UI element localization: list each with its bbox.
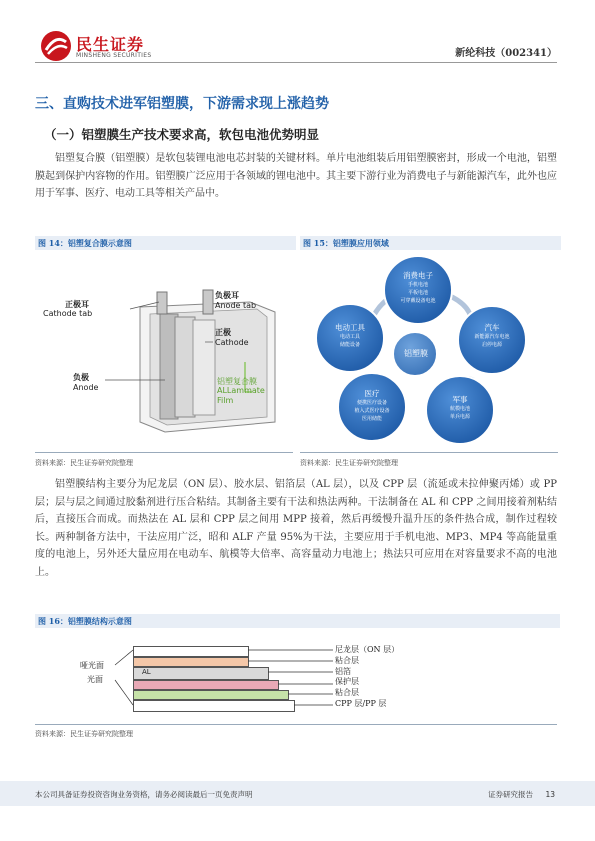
- layer-label: 粘合层: [335, 688, 359, 698]
- node-item: 手机电池: [407, 282, 428, 288]
- fig15-center: 铝塑膜: [404, 349, 428, 358]
- brand-logo: [40, 30, 72, 62]
- logo-icon: [40, 30, 72, 62]
- figure-14-rule: [35, 452, 293, 453]
- layer-label: CPP 层/PP 层: [335, 698, 387, 708]
- anode-cn: 负极: [73, 373, 89, 382]
- header-divider: [35, 62, 557, 63]
- brand-name-en: MINSHENG SECURITIES: [76, 52, 152, 59]
- figure-14-label: 图 14：铝塑复合膜示意图: [35, 236, 296, 250]
- section-title: 三、直购技术进军铝塑膜，下游需求现上涨趋势: [35, 96, 329, 112]
- fig15-node-consumer: [388, 270, 448, 305]
- footer-report: 证券研究报告: [488, 790, 534, 799]
- node-item: 启停电源: [481, 342, 502, 348]
- figure-16-rule: [35, 724, 557, 725]
- subsection-title: （一）铝塑膜生产技术要求高，软包电池优势明显: [44, 127, 320, 142]
- matte-side-label: 哑光面: [80, 661, 104, 670]
- node-item: 航模电池: [449, 406, 470, 412]
- layer-label: 保护层: [335, 677, 359, 687]
- layer-label: 铝箔: [335, 666, 351, 676]
- layer-label: 粘合层: [335, 655, 359, 665]
- figure-15-label: 图 15：铝塑膜应用领域: [300, 236, 561, 250]
- cathode-en: Cathode: [215, 338, 249, 347]
- node-title: 军事: [452, 395, 468, 404]
- footer-disclaimer: 本公司具备证券投资咨询业务资格，请务必阅读最后一页免责声明: [35, 790, 253, 799]
- figure-16: [35, 630, 557, 725]
- figure-16-source: 资料来源：民生证券研究院整理: [35, 730, 133, 738]
- node-title: 消费电子: [403, 271, 433, 280]
- glossy-side-label: 光面: [87, 675, 103, 684]
- figure-16-label: 图 16：铝塑膜结构示意图: [35, 614, 560, 628]
- layer-label: 尼龙层（ON 层）: [335, 645, 400, 654]
- cathode-tab-cn: 正极耳: [65, 300, 89, 309]
- figure-15-source: 资料来源：民生证券研究院整理: [300, 459, 398, 467]
- figure-15-rule: [300, 452, 558, 453]
- anode-tab-en: Anode tab: [215, 301, 257, 310]
- figure-14-source: 资料来源：民生证券研究院整理: [35, 459, 133, 467]
- node-item: 便携医疗设备: [356, 400, 387, 406]
- node-item: 新能源汽车电池: [474, 334, 510, 340]
- fig15-node-tools: [320, 322, 380, 349]
- anode-en: Anode: [73, 383, 99, 392]
- fig15-node-medical: [342, 388, 402, 423]
- brand-name: 民生证券: [76, 35, 145, 54]
- node-item: 医用储能: [361, 416, 382, 422]
- paragraph-structure: 铝塑膜结构主要分为尼龙层（ON 层）、胶水层、铝箔层（AL 层），以及 CPP 层（流延或未拉伸聚丙烯）或 PP 层；层与层之间通过胶黏剂进行压合粘结。其制备主要有干法和热法两种。干法制备在 AL 和 CPP 之间用接着剂粘结后，直接压合而成。而热法在 AL 层和 CPP 层之间用 MPP 接着，然后再缓慢升温升压的条件热合成，制作过程较长。两种制备方法中，干法应用广泛，昭和 ALF 产量 95%为干法，主要应用于手机电池、MP3、MP4 等高能量重度的电池上，另外还大量应用在电动车、航模等大倍率、高容量动力电池上；热法只可应用在对容量要求不高的电池上。: [35, 479, 557, 578]
- layer-label-list: [335, 645, 399, 710]
- figure-15: [300, 252, 558, 452]
- fig15-node-military: [430, 394, 490, 421]
- film-en-2: Film: [217, 396, 234, 405]
- node-item: 单兵电源: [449, 414, 470, 420]
- film-en-1: ALLammate: [217, 386, 265, 395]
- node-item: 电动工具: [339, 334, 360, 340]
- node-title: 电动工具: [335, 323, 365, 332]
- stock-code: 新纶科技（002341）: [455, 48, 557, 59]
- node-item: 平板电池: [407, 290, 428, 296]
- figure-14: [35, 252, 293, 452]
- anode-tab-cn: 负极耳: [215, 291, 239, 300]
- footer-meta: [488, 789, 555, 800]
- al-label: AL: [142, 668, 151, 676]
- node-item: 植入式医疗设备: [354, 408, 390, 414]
- node-title: 汽车: [484, 323, 500, 332]
- paragraph-intro: 铝塑复合膜（铝塑膜）是软包装锂电池电芯封装的关键材料。单片电池组装后用铝塑膜密封，形成一个电池，铝塑膜起到保护内容物的作用。铝塑膜广泛应用于各领域的锂电池中。其主要下游行业为消费电子与新能源汽车，此外也应用于军事、医疗、电动工具等相关产品中。: [35, 153, 557, 199]
- fig15-node-auto: [462, 322, 522, 349]
- node-title: 医疗: [364, 389, 380, 398]
- node-item: 可穿戴设备电池: [400, 298, 436, 304]
- page-number: 13: [545, 790, 555, 799]
- cathode-tab-en: Cathode tab: [43, 309, 93, 318]
- cathode-cn: 正极: [215, 328, 231, 337]
- node-item: 储能设备: [339, 342, 360, 348]
- film-cn: 铝塑复合膜: [217, 377, 257, 386]
